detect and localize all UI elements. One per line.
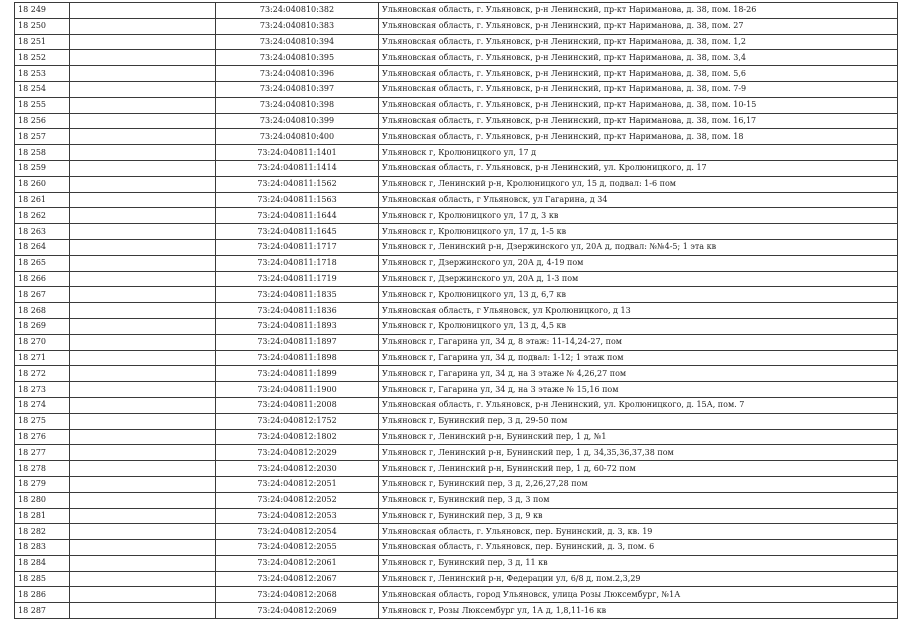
cadastral-number-cell: 73:24:040812:1802 — [216, 429, 379, 445]
row-number-cell: 18 276 — [15, 429, 70, 445]
address-cell: Ульяновская область, г. Ульяновск, р-н Ленинский, пр-кт Нариманова, д. 38, пом. 3,4 — [379, 50, 898, 66]
cadastral-number-cell: 73:24:040812:2068 — [216, 587, 379, 603]
table-row — [15, 224, 898, 240]
address-cell: Ульяновск г, Ленинский р-н, Бунинский пер, 1 д, 34,35,36,37,38 пом — [379, 445, 898, 461]
cadastral-number-cell: 73:24:040811:1719 — [216, 271, 379, 287]
table-row — [15, 255, 898, 271]
address-cell: Ульяновская область, г. Ульяновск, пер. Бунинский, д. 3, кв. 19 — [379, 524, 898, 540]
empty-cell — [70, 192, 216, 208]
row-number-cell: 18 253 — [15, 66, 70, 82]
cadastral-number-cell: 73:24:040811:1718 — [216, 255, 379, 271]
empty-cell — [70, 160, 216, 176]
address-cell: Ульяновск г, Бунинский пер, 3 д, 3 пом — [379, 492, 898, 508]
row-number-cell: 18 269 — [15, 318, 70, 334]
cadastral-number-cell: 73:24:040811:1835 — [216, 287, 379, 303]
row-number-cell: 18 255 — [15, 97, 70, 113]
cadastral-number-cell: 73:24:040812:2029 — [216, 445, 379, 461]
row-number-cell: 18 252 — [15, 50, 70, 66]
row-number-cell: 18 271 — [15, 350, 70, 366]
cadastral-number-cell: 73:24:040810:396 — [216, 66, 379, 82]
address-cell: Ульяновская область, г. Ульяновск, р-н Ленинский, пр-кт Нариманова, д. 38, пом. 18 — [379, 129, 898, 145]
row-number-cell: 18 266 — [15, 271, 70, 287]
table-row — [15, 555, 898, 571]
cadastral-number-cell: 73:24:040812:1752 — [216, 413, 379, 429]
cadastral-number-cell: 73:24:040812:2067 — [216, 571, 379, 587]
row-number-cell: 18 256 — [15, 113, 70, 129]
row-number-cell: 18 282 — [15, 524, 70, 540]
address-cell: Ульяновск г, Гагарина ул, 34 д, на 3 этаже № 15,16 пом — [379, 382, 898, 398]
empty-cell — [70, 318, 216, 334]
address-cell: Ульяновск г, Ленинский р-н, Бунинский пер, 1 д, 60-72 пом — [379, 461, 898, 477]
address-cell: Ульяновск г, Ленинский р-н, Дзержинского ул, 20А д, подвал: №№4-5; 1 эта кв — [379, 239, 898, 255]
empty-cell — [70, 66, 216, 82]
table-row — [15, 382, 898, 398]
cadastral-number-cell: 73:24:040810:400 — [216, 129, 379, 145]
table-row — [15, 397, 898, 413]
table-row — [15, 445, 898, 461]
row-number-cell: 18 283 — [15, 540, 70, 556]
cadastral-number-cell: 73:24:040811:1645 — [216, 224, 379, 240]
address-cell: Ульяновская область, г. Ульяновск, р-н Ленинский, пр-кт Нариманова, д. 38, пом. 10-15 — [379, 97, 898, 113]
empty-cell — [70, 50, 216, 66]
empty-cell — [70, 224, 216, 240]
empty-cell — [70, 555, 216, 571]
table-row — [15, 571, 898, 587]
address-cell: Ульяновск г, Кролюницкого ул, 13 д, 6,7 кв — [379, 287, 898, 303]
row-number-cell: 18 278 — [15, 461, 70, 477]
address-cell: Ульяновск г, Гагарина ул, 34 д, на 3 этаже № 4,26,27 пом — [379, 366, 898, 382]
address-cell: Ульяновск г, Гагарина ул, 34 д, 8 этаж: 11-14,24-27, пом — [379, 334, 898, 350]
cadastral-number-cell: 73:24:040812:2030 — [216, 461, 379, 477]
empty-cell — [70, 587, 216, 603]
address-cell: Ульяновская область, г. Ульяновск, пер. Бунинский, д. 3, пом. 6 — [379, 540, 898, 556]
row-number-cell: 18 265 — [15, 255, 70, 271]
address-cell: Ульяновск г, Гагарина ул, 34 д, подвал: 1-12; 1 этаж пом — [379, 350, 898, 366]
address-cell: Ульяновская область, г. Ульяновск, р-н Ленинский, пр-кт Нариманова, д. 38, пом. 7-9 — [379, 81, 898, 97]
empty-cell — [70, 476, 216, 492]
cadastral-number-cell: 73:24:040810:394 — [216, 34, 379, 50]
cadastral-number-cell: 73:24:040812:2069 — [216, 603, 379, 619]
table-row — [15, 350, 898, 366]
empty-cell — [70, 461, 216, 477]
address-cell: Ульяновская область, г. Ульяновск, р-н Ленинский, пр-кт Нариманова, д. 38, пом. 27 — [379, 18, 898, 34]
table-row — [15, 129, 898, 145]
address-cell: Ульяновск г, Бунинский пер, 3 д, 29-50 пом — [379, 413, 898, 429]
row-number-cell: 18 260 — [15, 176, 70, 192]
empty-cell — [70, 382, 216, 398]
row-number-cell: 18 273 — [15, 382, 70, 398]
table-row — [15, 524, 898, 540]
cadastral-number-cell: 73:24:040810:399 — [216, 113, 379, 129]
row-number-cell: 18 259 — [15, 160, 70, 176]
cadastral-number-cell: 73:24:040810:395 — [216, 50, 379, 66]
empty-cell — [70, 571, 216, 587]
row-number-cell: 18 286 — [15, 587, 70, 603]
row-number-cell: 18 279 — [15, 476, 70, 492]
empty-cell — [70, 113, 216, 129]
table-row — [15, 176, 898, 192]
row-number-cell: 18 280 — [15, 492, 70, 508]
table-row — [15, 113, 898, 129]
table-row — [15, 18, 898, 34]
row-number-cell: 18 267 — [15, 287, 70, 303]
table-row — [15, 192, 898, 208]
row-number-cell: 18 281 — [15, 508, 70, 524]
address-cell: Ульяновск г, Розы Люксембург ул, 1А д, 1,8,11-16 кв — [379, 603, 898, 619]
empty-cell — [70, 145, 216, 161]
table-row — [15, 34, 898, 50]
table-row — [15, 334, 898, 350]
cadastral-number-cell: 73:24:040812:2051 — [216, 476, 379, 492]
empty-cell — [70, 255, 216, 271]
table-row — [15, 145, 898, 161]
registry-table-body — [15, 3, 898, 619]
address-cell: Ульяновск г, Ленинский р-н, Кролюницкого ул, 15 д, подвал: 1-6 пом — [379, 176, 898, 192]
address-cell: Ульяновская область, г Ульяновск, ул Кролюницкого, д 13 — [379, 303, 898, 319]
table-row — [15, 81, 898, 97]
row-number-cell: 18 285 — [15, 571, 70, 587]
address-cell: Ульяновская область, г. Ульяновск, р-н Ленинский, ул. Кролюницкого, д. 17 — [379, 160, 898, 176]
empty-cell — [70, 287, 216, 303]
cadastral-number-cell: 73:24:040811:1897 — [216, 334, 379, 350]
empty-cell — [70, 271, 216, 287]
address-cell: Ульяновская область, город Ульяновск, улица Розы Люксембург, №1А — [379, 587, 898, 603]
empty-cell — [70, 334, 216, 350]
empty-cell — [70, 18, 216, 34]
row-number-cell: 18 268 — [15, 303, 70, 319]
cadastral-number-cell: 73:24:040811:2008 — [216, 397, 379, 413]
address-cell: Ульяновск г, Кролюницкого ул, 13 д, 4,5 кв — [379, 318, 898, 334]
row-number-cell: 18 262 — [15, 208, 70, 224]
row-number-cell: 18 263 — [15, 224, 70, 240]
empty-cell — [70, 350, 216, 366]
empty-cell — [70, 34, 216, 50]
table-row — [15, 271, 898, 287]
row-number-cell: 18 287 — [15, 603, 70, 619]
table-row — [15, 303, 898, 319]
table-row — [15, 540, 898, 556]
cadastral-number-cell: 73:24:040812:2053 — [216, 508, 379, 524]
registry-table — [14, 2, 898, 619]
empty-cell — [70, 397, 216, 413]
cadastral-number-cell: 73:24:040811:1900 — [216, 382, 379, 398]
cadastral-number-cell: 73:24:040811:1836 — [216, 303, 379, 319]
cadastral-number-cell: 73:24:040810:397 — [216, 81, 379, 97]
cadastral-number-cell: 73:24:040811:1563 — [216, 192, 379, 208]
cadastral-number-cell: 73:24:040810:383 — [216, 18, 379, 34]
table-row — [15, 366, 898, 382]
address-cell: Ульяновская область, г. Ульяновск, р-н Ленинский, пр-кт Нариманова, д. 38, пом. 5,6 — [379, 66, 898, 82]
table-row — [15, 603, 898, 619]
address-cell: Ульяновская область, г Ульяновск, ул Гагарина, д 34 — [379, 192, 898, 208]
address-cell: Ульяновская область, г. Ульяновск, р-н Ленинский, пр-кт Нариманова, д. 38, пом. 1,2 — [379, 34, 898, 50]
row-number-cell: 18 250 — [15, 18, 70, 34]
row-number-cell: 18 275 — [15, 413, 70, 429]
address-cell: Ульяновская область, г. Ульяновск, р-н Ленинский, пр-кт Нариманова, д. 38, пом. 18-26 — [379, 3, 898, 19]
empty-cell — [70, 97, 216, 113]
table-row — [15, 239, 898, 255]
cadastral-number-cell: 73:24:040811:1562 — [216, 176, 379, 192]
empty-cell — [70, 129, 216, 145]
address-cell: Ульяновск г, Кролюницкого ул, 17 д — [379, 145, 898, 161]
row-number-cell: 18 277 — [15, 445, 70, 461]
cadastral-number-cell: 73:24:040811:1717 — [216, 239, 379, 255]
row-number-cell: 18 251 — [15, 34, 70, 50]
cadastral-number-cell: 73:24:040811:1644 — [216, 208, 379, 224]
empty-cell — [70, 239, 216, 255]
row-number-cell: 18 264 — [15, 239, 70, 255]
cadastral-number-cell: 73:24:040811:1401 — [216, 145, 379, 161]
table-row — [15, 66, 898, 82]
address-cell: Ульяновск г, Ленинский р-н, Бунинский пер, 1 д, №1 — [379, 429, 898, 445]
row-number-cell: 18 284 — [15, 555, 70, 571]
cadastral-number-cell: 73:24:040811:1898 — [216, 350, 379, 366]
table-row — [15, 208, 898, 224]
address-cell: Ульяновск г, Бунинский пер, 3 д, 11 кв — [379, 555, 898, 571]
table-row — [15, 50, 898, 66]
cadastral-number-cell: 73:24:040810:382 — [216, 3, 379, 19]
address-cell: Ульяновск г, Ленинский р-н, Федерации ул, 6/8 д, пом.2,3,29 — [379, 571, 898, 587]
row-number-cell: 18 257 — [15, 129, 70, 145]
empty-cell — [70, 81, 216, 97]
table-row — [15, 287, 898, 303]
row-number-cell: 18 272 — [15, 366, 70, 382]
table-row — [15, 413, 898, 429]
row-number-cell: 18 261 — [15, 192, 70, 208]
empty-cell — [70, 303, 216, 319]
row-number-cell: 18 254 — [15, 81, 70, 97]
row-number-cell: 18 258 — [15, 145, 70, 161]
empty-cell — [70, 492, 216, 508]
table-row — [15, 508, 898, 524]
empty-cell — [70, 603, 216, 619]
cadastral-number-cell: 73:24:040812:2052 — [216, 492, 379, 508]
cadastral-number-cell: 73:24:040812:2055 — [216, 540, 379, 556]
cadastral-number-cell: 73:24:040811:1414 — [216, 160, 379, 176]
row-number-cell: 18 274 — [15, 397, 70, 413]
table-row — [15, 97, 898, 113]
row-number-cell: 18 270 — [15, 334, 70, 350]
address-cell: Ульяновск г, Бунинский пер, 3 д, 2,26,27,28 пом — [379, 476, 898, 492]
address-cell: Ульяновск г, Кролюницкого ул, 17 д, 1-5 кв — [379, 224, 898, 240]
cadastral-number-cell: 73:24:040812:2061 — [216, 555, 379, 571]
empty-cell — [70, 540, 216, 556]
address-cell: Ульяновск г, Дзержинского ул, 20А д, 1-3 пом — [379, 271, 898, 287]
table-row — [15, 318, 898, 334]
empty-cell — [70, 508, 216, 524]
table-row — [15, 587, 898, 603]
table-row — [15, 492, 898, 508]
address-cell: Ульяновская область, г. Ульяновск, р-н Ленинский, ул. Кролюницкого, д. 15А, пом. 7 — [379, 397, 898, 413]
address-cell: Ульяновск г, Бунинский пер, 3 д, 9 кв — [379, 508, 898, 524]
table-row — [15, 429, 898, 445]
table-row — [15, 476, 898, 492]
empty-cell — [70, 429, 216, 445]
table-row — [15, 3, 898, 19]
cadastral-number-cell: 73:24:040811:1899 — [216, 366, 379, 382]
cadastral-number-cell: 73:24:040810:398 — [216, 97, 379, 113]
empty-cell — [70, 445, 216, 461]
cadastral-number-cell: 73:24:040811:1893 — [216, 318, 379, 334]
empty-cell — [70, 366, 216, 382]
row-number-cell: 18 249 — [15, 3, 70, 19]
empty-cell — [70, 208, 216, 224]
empty-cell — [70, 3, 216, 19]
address-cell: Ульяновск г, Дзержинского ул, 20А д, 4-19 пом — [379, 255, 898, 271]
address-cell: Ульяновская область, г. Ульяновск, р-н Ленинский, пр-кт Нариманова, д. 38, пом. 16,17 — [379, 113, 898, 129]
table-row — [15, 461, 898, 477]
table-row — [15, 160, 898, 176]
cadastral-number-cell: 73:24:040812:2054 — [216, 524, 379, 540]
empty-cell — [70, 524, 216, 540]
empty-cell — [70, 413, 216, 429]
address-cell: Ульяновск г, Кролюницкого ул, 17 д, 3 кв — [379, 208, 898, 224]
empty-cell — [70, 176, 216, 192]
